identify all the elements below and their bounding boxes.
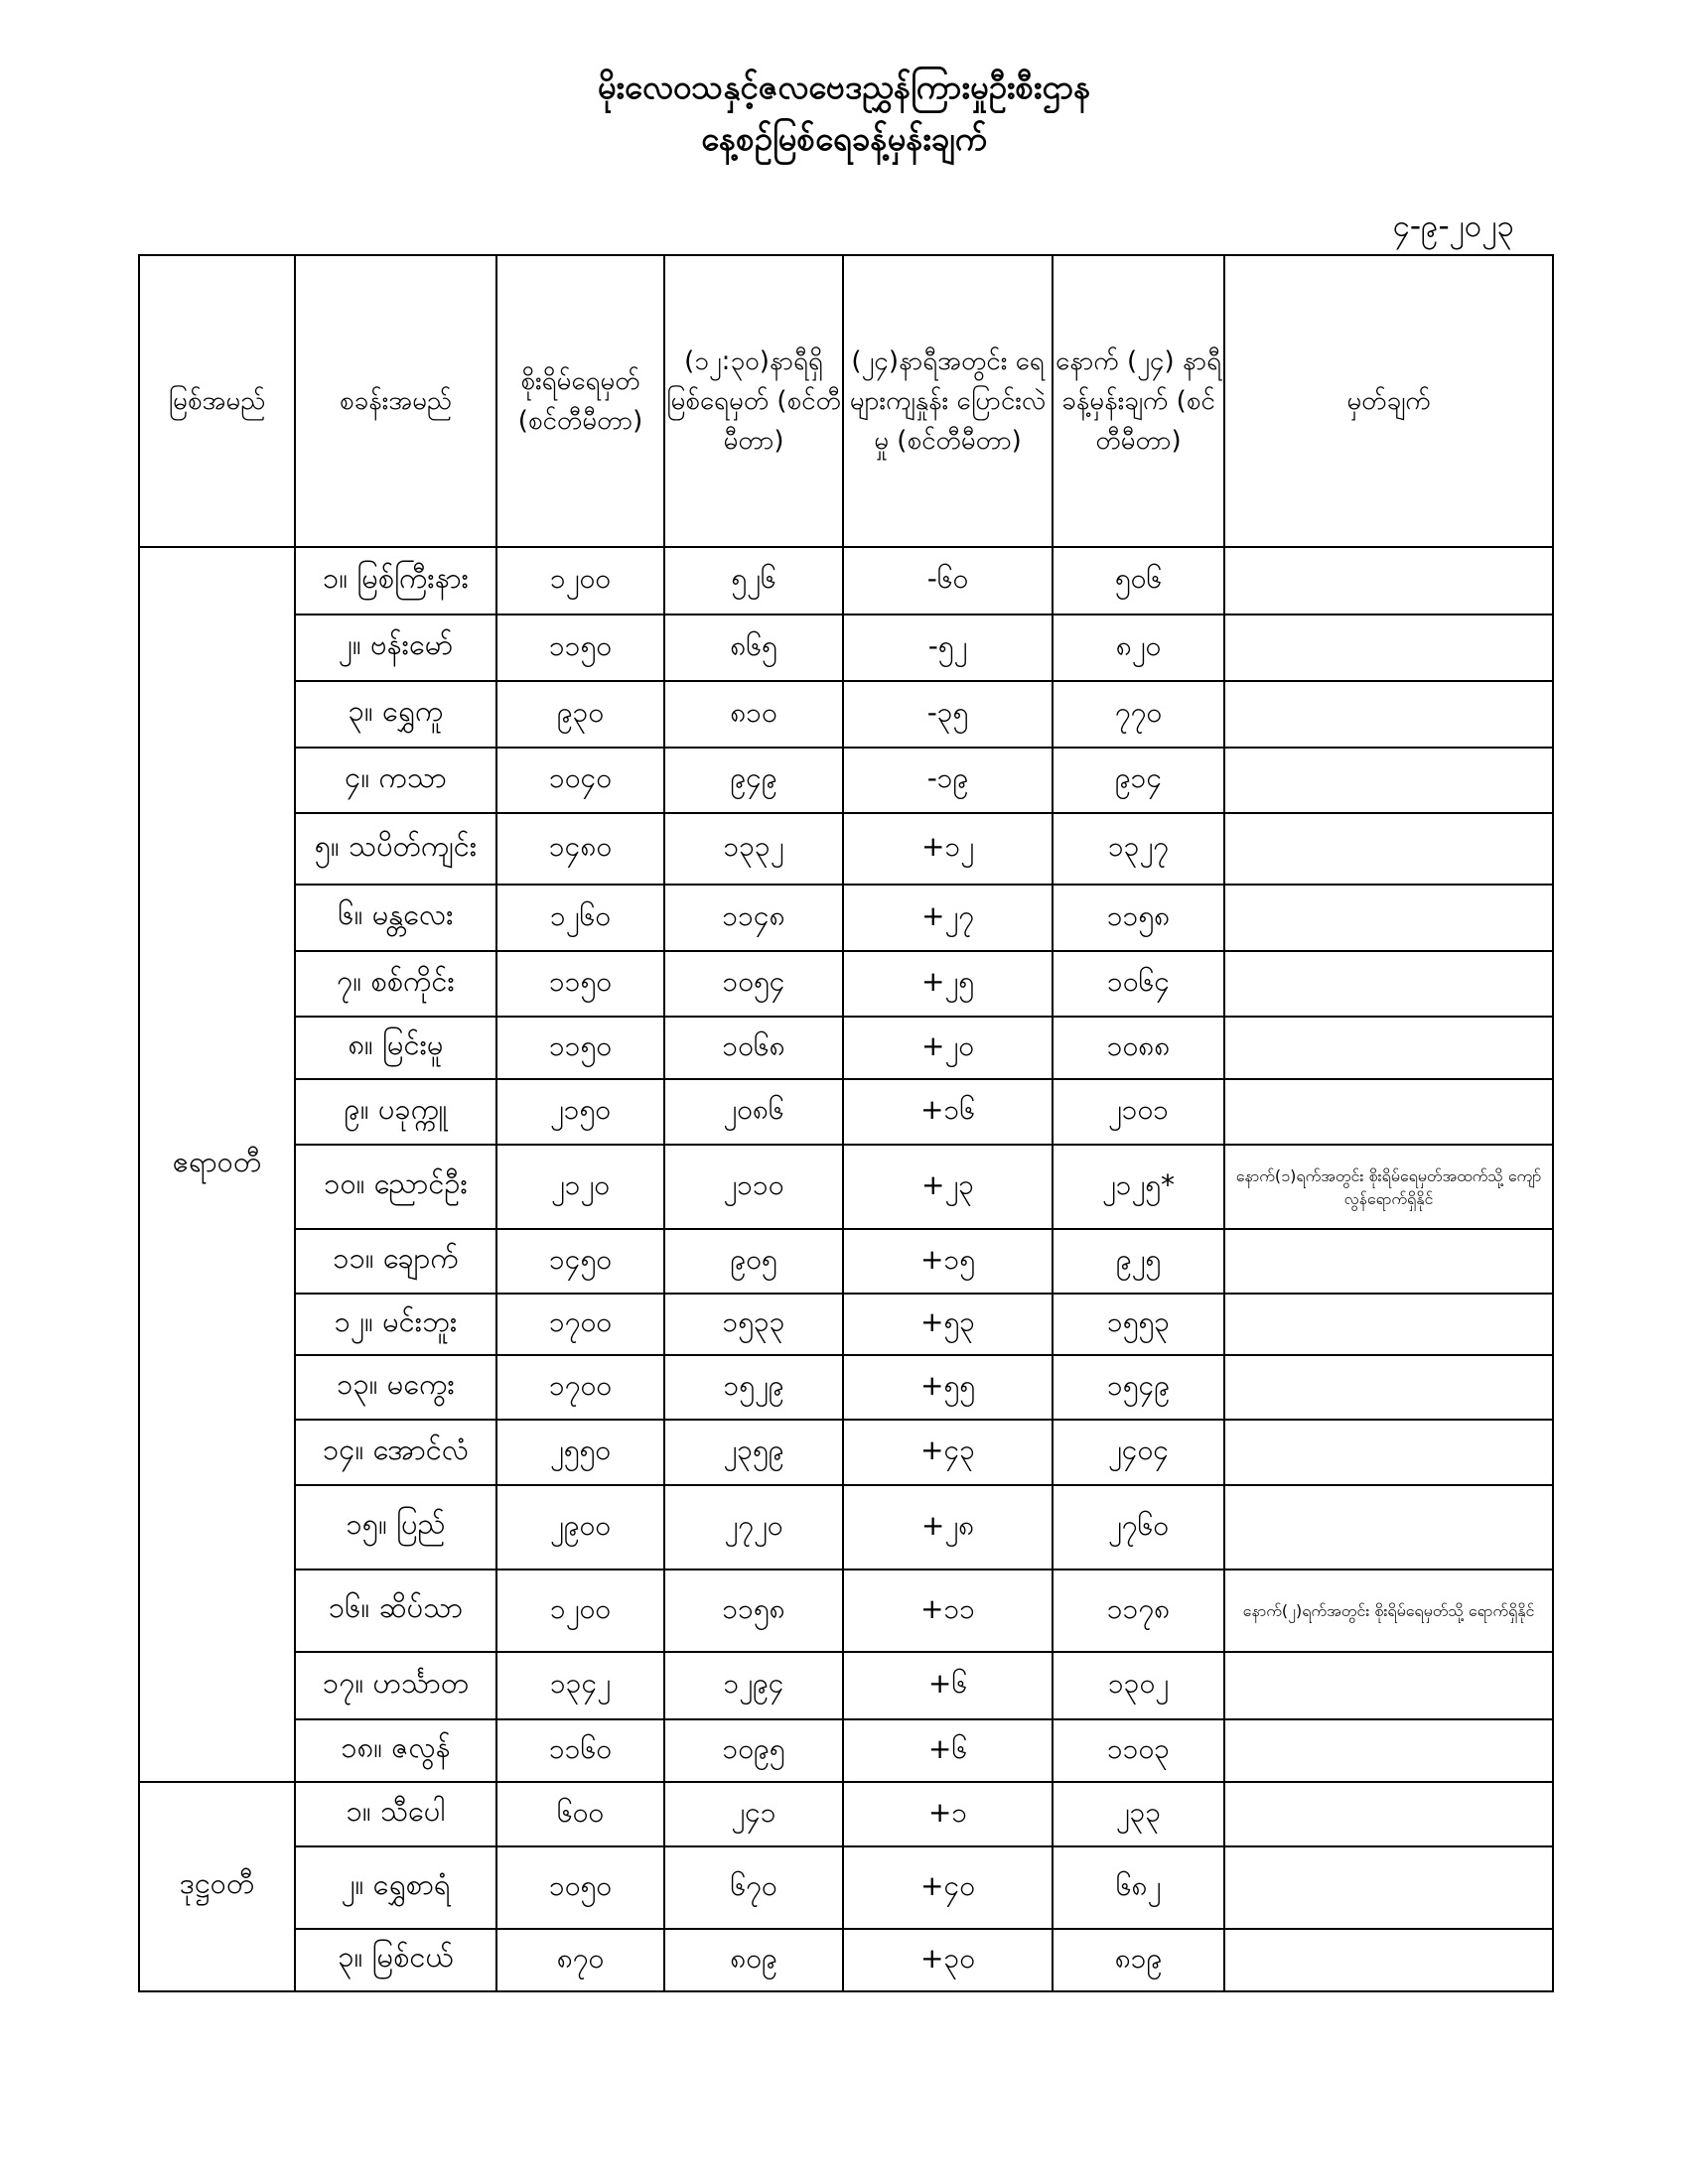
level-change: +၄၀ [843,1846,1053,1929]
forecast-level: ၁၁၇၈ [1053,1570,1224,1652]
level-change: +၂၇ [843,885,1053,951]
remark [1224,1485,1553,1570]
header-danger-level: စိုးရိမ်ရေမှတ် (စင်တီမီတာ) [496,255,664,547]
current-level: ၁၅၂၉ [664,1355,843,1420]
current-level: ၂၇၂၀ [664,1485,843,1570]
table-row [139,1485,1553,1570]
current-level: ၁၀၅၄ [664,951,843,1017]
station-name: ၁၂။ မင်းဘူး [295,1294,496,1355]
remark [1224,614,1553,681]
station-name: ၈။ မြင်းမူ [295,1017,496,1079]
danger-level: ၉၃၀ [496,681,664,748]
forecast-level: ၁၁၀၃ [1053,1719,1224,1782]
river-name: ဧရာဝတီ [139,547,295,1782]
danger-level: ၈၇၀ [496,1929,664,1991]
danger-level: ၁၂၀၀ [496,547,664,614]
current-level: ၁၅၃၃ [664,1294,843,1355]
remark [1224,1355,1553,1420]
table-row [139,1229,1553,1294]
table-row [139,1719,1553,1782]
report-title: နေ့စဉ်မြစ်ရေခန့်မှန်းချက် [701,119,987,158]
header-forecast: နောက် (၂၄) နာရီ ခန့်မှန်းချက် (စင်တီမီတာ) [1053,255,1224,547]
table-row [139,1294,1553,1355]
table-row [139,813,1553,885]
remark: နောက်(၂)ရက်အတွင်း စိုးရိမ်ရေမှတ်သို့ ရောက်ရှိနိုင် [1224,1570,1553,1652]
danger-level: ၁၁၅၀ [496,1017,664,1079]
remark [1224,1017,1553,1079]
station-name: ၁၄။ အောင်လံ [295,1420,496,1485]
forecast-level: ၂၇၆၀ [1053,1485,1224,1570]
table-header-row [139,255,1553,547]
current-level: ၉၀၅ [664,1229,843,1294]
level-change: -၆၀ [843,547,1053,614]
current-level: ၂၁၁၀ [664,1145,843,1229]
danger-level: ၁၇၀၀ [496,1355,664,1420]
danger-level: ၂၅၅၀ [496,1420,664,1485]
station-name: ၄။ ကသာ [295,748,496,813]
table-row [139,1570,1553,1652]
station-name: ၁၁။ ချောက် [295,1229,496,1294]
station-name: ၁၀။ ညောင်ဦး [295,1145,496,1229]
level-change: +၃၀ [843,1929,1053,1991]
document-header [0,62,1688,165]
forecast-level: ၂၃၃ [1053,1782,1224,1846]
level-change: +၂၀ [843,1017,1053,1079]
station-name: ၁၆။ ဆိပ်သာ [295,1570,496,1652]
forecast-level: ၁၃၀၂ [1053,1652,1224,1719]
forecast-level: ၂၁၂၅* [1053,1145,1224,1229]
remark [1224,1079,1553,1145]
forecast-level: ၂၄၀၄ [1053,1420,1224,1485]
header-station: စခန်းအမည် [295,255,496,547]
remark [1224,951,1553,1017]
level-change: -၁၉ [843,748,1053,813]
danger-level: ၁၁၅၀ [496,614,664,681]
header-current-level: (၁၂:၃၀)နာရီရှိ မြစ်ရေမှတ် (စင်တီမီတာ) [664,255,843,547]
remark [1224,748,1553,813]
level-change: +၅၅ [843,1355,1053,1420]
remark [1224,1294,1553,1355]
forecast-level: ၉၂၅ [1053,1229,1224,1294]
table-row [139,1355,1553,1420]
danger-level: ၂၉၀၀ [496,1485,664,1570]
header-river: မြစ်အမည် [139,255,295,547]
station-name: ၃။ ရွှေကူ [295,681,496,748]
river-level-table [138,254,1554,1992]
level-change: -၃၅ [843,681,1053,748]
danger-level: ၁၃၄၂ [496,1652,664,1719]
remark [1224,1782,1553,1846]
forecast-level: ၁၁၅၈ [1053,885,1224,951]
station-name: ၁၇။ ဟင်္သာတ [295,1652,496,1719]
forecast-level: ၁၅၄၉ [1053,1355,1224,1420]
table-row [139,885,1553,951]
header-level-change: (၂၄)နာရီအတွင်း ရေများကျနှုန်း ပြောင်းလဲမှု (စင်တီမီတာ) [843,255,1053,547]
danger-level: ၁၂၆၀ [496,885,664,951]
current-level: ၁၂၉၄ [664,1652,843,1719]
level-change: +၄၃ [843,1420,1053,1485]
table-row [139,547,1553,614]
station-name: ၁။ မြစ်ကြီးနား [295,547,496,614]
forecast-level: ၁၃၂၇ [1053,813,1224,885]
forecast-level: ၈၂၀ [1053,614,1224,681]
remark [1224,1229,1553,1294]
report-date: ၄-၉-၂၀၂၃ [1392,208,1514,244]
current-level: ၂၃၅၉ [664,1420,843,1485]
department-title: မိုးလေဝသနှင့်ဇလဗေဒညွှန်ကြားမှုဦးစီးဌာန [597,68,1091,106]
current-level: ၈၆၅ [664,614,843,681]
level-change: +၆ [843,1719,1053,1782]
remark [1224,681,1553,748]
table-row [139,681,1553,748]
forecast-level: ၆၈၂ [1053,1846,1224,1929]
table-row [139,1929,1553,1991]
table-row [139,951,1553,1017]
level-change: -၅၂ [843,614,1053,681]
forecast-level: ၉၁၄ [1053,748,1224,813]
danger-level: ၂၁၅၀ [496,1079,664,1145]
current-level: ၆၇၀ [664,1846,843,1929]
level-change: +၁၁ [843,1570,1053,1652]
station-name: ၇။ စစ်ကိုင်း [295,951,496,1017]
table-row [139,1846,1553,1929]
table-row [139,748,1553,813]
danger-level: ၁၄၈၀ [496,813,664,885]
table-row [139,1145,1553,1229]
remark [1224,813,1553,885]
forecast-level: ၅၀၆ [1053,547,1224,614]
station-name: ၅။ သပိတ်ကျင်း [295,813,496,885]
forecast-level: ၁၅၅၃ [1053,1294,1224,1355]
level-change: +၁ [843,1782,1053,1846]
forecast-level: ၇၇၀ [1053,681,1224,748]
current-level: ၁၃၃၂ [664,813,843,885]
header-remark: မှတ်ချက် [1224,255,1553,547]
forecast-level: ၈၁၉ [1053,1929,1224,1991]
danger-level: ၂၁၂၀ [496,1145,664,1229]
danger-level: ၁၁၆၀ [496,1719,664,1782]
level-change: +၅၃ [843,1294,1053,1355]
remark [1224,1719,1553,1782]
remark [1224,1846,1553,1929]
table-row [139,1079,1553,1145]
current-level: ၂၀၈၆ [664,1079,843,1145]
level-change: +၂၅ [843,951,1053,1017]
table-row [139,1420,1553,1485]
station-name: ၂။ ရွှေစာရံ [295,1846,496,1929]
danger-level: ၁၂၀၀ [496,1570,664,1652]
level-change: +၆ [843,1652,1053,1719]
current-level: ၁၀၉၅ [664,1719,843,1782]
station-name: ၃။ မြစ်ငယ် [295,1929,496,1991]
station-name: ၁။ သီပေါ [295,1782,496,1846]
remark [1224,1420,1553,1485]
danger-level: ၁၁၅၀ [496,951,664,1017]
level-change: +၂၈ [843,1485,1053,1570]
table-row [139,1782,1553,1846]
table-row [139,614,1553,681]
remark [1224,885,1553,951]
table-row [139,1017,1553,1079]
current-level: ၉၄၉ [664,748,843,813]
level-change: +၂၃ [843,1145,1053,1229]
level-change: +၁၂ [843,813,1053,885]
level-change: +၁၆ [843,1079,1053,1145]
danger-level: ၆၀၀ [496,1782,664,1846]
current-level: ၈၀၉ [664,1929,843,1991]
table-row [139,1652,1553,1719]
current-level: ၂၄၁ [664,1782,843,1846]
level-change: +၁၅ [843,1229,1053,1294]
danger-level: ၁၀၄၀ [496,748,664,813]
station-name: ၁၈။ ဇလွန် [295,1719,496,1782]
station-name: ၁၅။ ပြည် [295,1485,496,1570]
station-name: ၆။ မန္တလေး [295,885,496,951]
current-level: ၁၀၆၈ [664,1017,843,1079]
river-name: ဒုဋ္ဌဝတီ [139,1782,295,1991]
current-level: ၈၁၀ [664,681,843,748]
current-level: ၅၂၆ [664,547,843,614]
danger-level: ၁၄၅၀ [496,1229,664,1294]
station-name: ၂။ ဗန်းမော် [295,614,496,681]
remark: နောက်(၁)ရက်အတွင်း စိုးရိမ်ရေမှတ်အထက်သို့ ကျော်လွန်ရောက်ရှိနိုင် [1224,1145,1553,1229]
current-level: ၁၁၅၈ [664,1570,843,1652]
forecast-level: ၂၁၀၁ [1053,1079,1224,1145]
danger-level: ၁၇၀၀ [496,1294,664,1355]
remark [1224,547,1553,614]
station-name: ၁၃။ မကွေး [295,1355,496,1420]
current-level: ၁၁၄၈ [664,885,843,951]
remark [1224,1652,1553,1719]
forecast-level: ၁၀၆၄ [1053,951,1224,1017]
danger-level: ၁၀၅၀ [496,1846,664,1929]
station-name: ၉။ ပခုက္ကူ [295,1079,496,1145]
forecast-level: ၁၀၈၈ [1053,1017,1224,1079]
remark [1224,1929,1553,1991]
